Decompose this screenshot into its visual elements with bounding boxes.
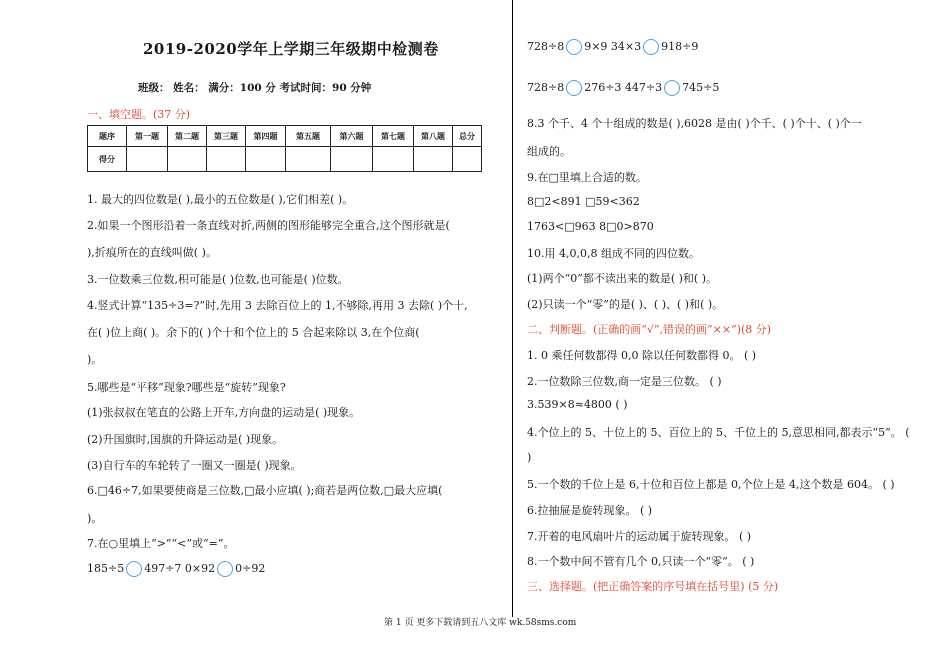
compare-circle[interactable] <box>566 39 582 55</box>
table-header-cell: 总分 <box>453 126 482 147</box>
score-cell[interactable] <box>453 147 482 172</box>
comparison-expression: 497÷7 0×92 <box>144 562 216 575</box>
judgement-4-line-2: ) <box>527 451 532 464</box>
comparison-expression: 9×9 34×3 <box>584 40 642 53</box>
compare-circle[interactable] <box>643 39 659 55</box>
question-8-line-1: 8.3 个千、4 个十组成的数是( ),6028 是由( )个千、( )个十、( )个一 <box>527 117 862 130</box>
page-footer: 第 1 页 更多下载请到五八文库 wk.58sms.com <box>384 618 577 628</box>
compare-circle[interactable] <box>664 80 680 96</box>
judgement-5: 5.一个数的千位上是 6,十位和百位上都是 0,个位上是 4,这个数是 604。 ( ) <box>527 478 895 491</box>
question-4-line-1: 4.竖式计算“135÷3=?”时,先用 3 去除百位上的 1,不够除,再用 3 去除( )个十, <box>87 299 468 312</box>
judgement-7: 7.开着的电风扇叶片的运动属于旋转现象。 ( ) <box>527 530 752 543</box>
question-10-item-2: (2)只读一个“零”的是( )、( )、( )和( )。 <box>527 298 724 311</box>
judgement-3: 3.539×8≈4800 ( ) <box>527 398 628 411</box>
judgement-4-line-1: 4.个位上的 5、十位上的 5、百位上的 5、千位上的 5,意思相同,都表示“5”。 ( <box>527 426 910 439</box>
score-table-header-row <box>88 126 482 147</box>
score-cell[interactable] <box>246 147 286 172</box>
question-9: 9.在□里填上合适的数。 <box>527 171 647 184</box>
question-5-item-2: (2)升国旗时,国旗的升降运动是( )现象。 <box>87 433 284 446</box>
table-header-cell: 第六题 <box>331 126 373 147</box>
compare-circle[interactable] <box>566 80 582 96</box>
question-6-line-1: 6.□46÷7,如果要使商是三位数,□最小应填( );商若是两位数,□最大应填( <box>87 484 443 497</box>
score-cell[interactable] <box>414 147 453 172</box>
score-table <box>87 125 482 172</box>
question-9-row-2: 1763<□963 8□0>870 <box>527 220 654 233</box>
question-10-item-1: (1)两个“0”都不读出来的数是( )和( )。 <box>527 272 717 285</box>
comparison-expression: 185÷5 <box>87 562 125 575</box>
section-choice-heading: 三、选择题。(把正确答案的序号填在括号里) (5 分) <box>527 580 779 593</box>
comparison-row-1 <box>527 39 698 55</box>
question-7-comparisons <box>87 561 265 577</box>
question-3: 3.一位数乘三位数,积可能是( )位数,也可能是( )位数。 <box>87 273 349 286</box>
table-header-cell: 第二题 <box>168 126 207 147</box>
comparison-expression: 728÷8 <box>527 40 565 53</box>
student-info-line: 班级： 姓名： 满分：100 分 考试时间：90 分钟 <box>138 82 372 94</box>
question-2-line-1: 2.如果一个图形沿着一条直线对折,两侧的图形能够完全重合,这个图形就是( <box>87 219 450 232</box>
table-header-cell: 第七题 <box>373 126 414 147</box>
score-cell[interactable] <box>207 147 246 172</box>
comparison-expression: 745÷5 <box>682 81 720 94</box>
score-cell[interactable] <box>286 147 331 172</box>
section-fill-blank-heading: 一、填空题。(37 分) <box>87 108 191 121</box>
table-header-cell: 题序 <box>88 126 127 147</box>
compare-circle[interactable] <box>126 561 142 577</box>
question-1: 1. 最大的四位数是( ),最小的五位数是( ),它们相差( )。 <box>87 193 354 206</box>
question-5: 5.哪些是“平移”现象?哪些是“旋转”现象? <box>87 381 286 394</box>
score-table-score-row <box>88 147 482 172</box>
question-5-item-1: (1)张叔叔在笔直的公路上开车,方向盘的运动是( )现象。 <box>87 406 361 419</box>
question-9-row-1: 8□2<891 □59<362 <box>527 195 640 208</box>
question-4-line-2: 在( )位上商( )。余下的( )个十和个位上的 5 合起来除以 3,在个位商( <box>87 326 420 339</box>
question-6-line-2: )。 <box>87 512 103 525</box>
judgement-8: 8.一个数中间不管有几个 0,只读一个“零”。 ( ) <box>527 555 755 568</box>
comparison-row-2 <box>527 80 719 96</box>
judgement-1: 1. 0 乘任何数都得 0,0 除以任何数都得 0。 ( ) <box>527 349 757 362</box>
table-header-cell: 第一题 <box>127 126 168 147</box>
table-row-label: 得分 <box>88 147 127 172</box>
table-header-cell: 第五题 <box>286 126 331 147</box>
question-2-line-2: ),折痕所在的直线叫做( )。 <box>87 246 217 259</box>
comparison-expression: 0÷92 <box>235 562 266 575</box>
question-8-line-2: 组成的。 <box>527 145 571 158</box>
column-divider <box>512 0 513 617</box>
question-7: 7.在○里填上“>”“<”或“=”。 <box>87 537 235 550</box>
score-cell[interactable] <box>373 147 414 172</box>
question-5-item-3: (3)自行车的车轮转了一圈又一圈是( )现象。 <box>87 459 302 472</box>
score-cell[interactable] <box>331 147 373 172</box>
table-header-cell: 第三题 <box>207 126 246 147</box>
comparison-expression: 728÷8 <box>527 81 565 94</box>
table-header-cell: 第八题 <box>414 126 453 147</box>
compare-circle[interactable] <box>217 561 233 577</box>
question-10: 10.用 4,0,0,8 组成不同的四位数。 <box>527 247 700 260</box>
comparison-expression: 918÷9 <box>661 40 699 53</box>
table-header-cell: 第四题 <box>246 126 286 147</box>
comparison-expression: 276÷3 447÷3 <box>584 81 663 94</box>
page-title: 2019-2020学年上学期三年级期中检测卷 <box>143 40 439 58</box>
score-cell[interactable] <box>127 147 168 172</box>
score-cell[interactable] <box>168 147 207 172</box>
question-4-line-3: )。 <box>87 353 103 366</box>
judgement-2: 2.一位数除三位数,商一定是三位数。 ( ) <box>527 375 722 388</box>
section-true-false-heading: 二、判断题。(正确的画“√”,错误的画“××”)(8 分) <box>527 323 772 336</box>
judgement-6: 6.拉抽屉是旋转现象。 ( ) <box>527 504 653 517</box>
